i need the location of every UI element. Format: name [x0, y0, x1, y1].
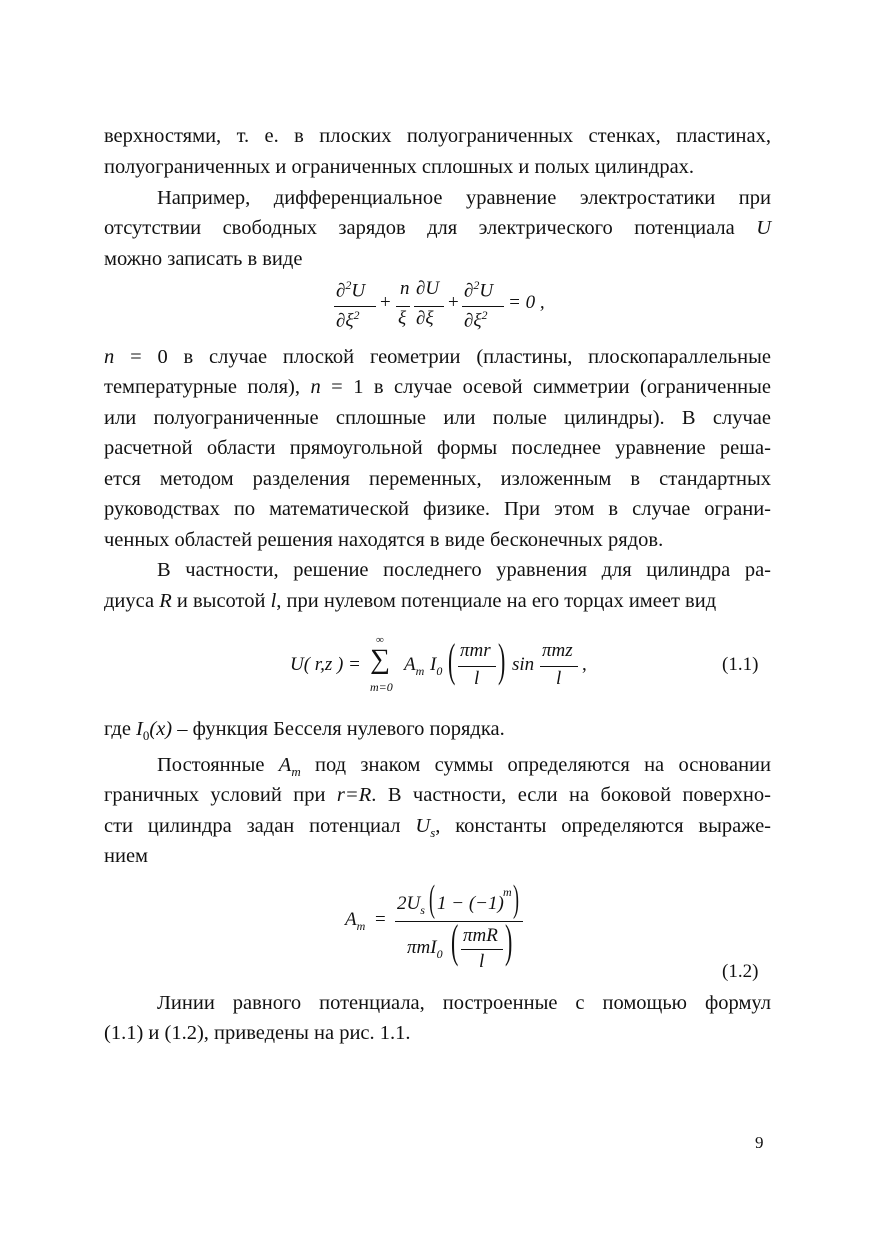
text-line: расчетной области прямоугольной формы последнее уравнение реша- — [104, 437, 771, 459]
text-line: нием — [104, 845, 149, 867]
text-line: В частности, решение последнего уравнения для цилиндра ра- — [157, 559, 771, 581]
text-line: или полуограниченные сплошные или полые цилиндры). В случае — [104, 407, 771, 429]
text-line: верхностями, т. е. в плоских полуограниченных стенках, пластинах, — [104, 125, 771, 147]
text-line: температурные поля), n = 1 в случае осевой симметрии (ограниченные — [104, 376, 772, 398]
text-line: ченных областей решения находятся в виде бесконечных рядов. — [104, 529, 664, 551]
equation-1-1: U( r,z ) = ∞ ∑ m=0 $A_m$ $I_0$ ( πmr l ) sin πmz l , (1.1) — [290, 633, 759, 694]
text-line: Постоянные $A_m$ под знаком суммы определяются на основании — [157, 754, 771, 780]
page-number: 9 — [755, 1133, 764, 1152]
text-line: сти цилиндра задан потенциал $U_s$, константы определяются выраже- — [104, 815, 772, 841]
text-line: (1.1) и (1.2), приведены на рис. 1.1. — [104, 1022, 411, 1044]
text-line: где $I_0(x)$ – функция Бесселя нулевого порядка. — [104, 718, 505, 744]
text-line: полуограниченных и ограниченных сплошных и полых цилиндрах. — [104, 156, 695, 178]
text-line: руководствах по математической физике. При этом в случае ограни- — [104, 498, 771, 520]
equation-1-2: $A_m$ = $2U_s$ ( 1 − (−1) m ) πmI$_0$ ( πmR l ) (1.2) — [345, 877, 759, 982]
text-line: n = 0 в случае плоской геометрии (пластины, плоскопараллельные — [104, 346, 771, 368]
text-line: ется методом разделения переменных, изложенным в стандартных — [104, 468, 771, 490]
text-line: отсутствии свободных зарядов для электрического потенциала U — [104, 217, 772, 239]
text-line: Например, дифференциальное уравнение электростатики при — [157, 187, 771, 209]
text-line: диуса R и высотой l, при нулевом потенциале на его торцах имеет вид — [104, 590, 717, 612]
text-line: граничных условий при r=R. В частности, если на боковой поверхно- — [104, 784, 771, 806]
text-line: Линии равного потенциала, построенные с помощью формул — [157, 992, 771, 1014]
laplace-equation: ∂$^2$U $\partial\xi^2$ + n ξ ∂U ∂ξ + ∂$^2$U $\partial\xi^2$ = 0 , — [336, 278, 545, 332]
text-line: можно записать в виде — [104, 248, 303, 270]
